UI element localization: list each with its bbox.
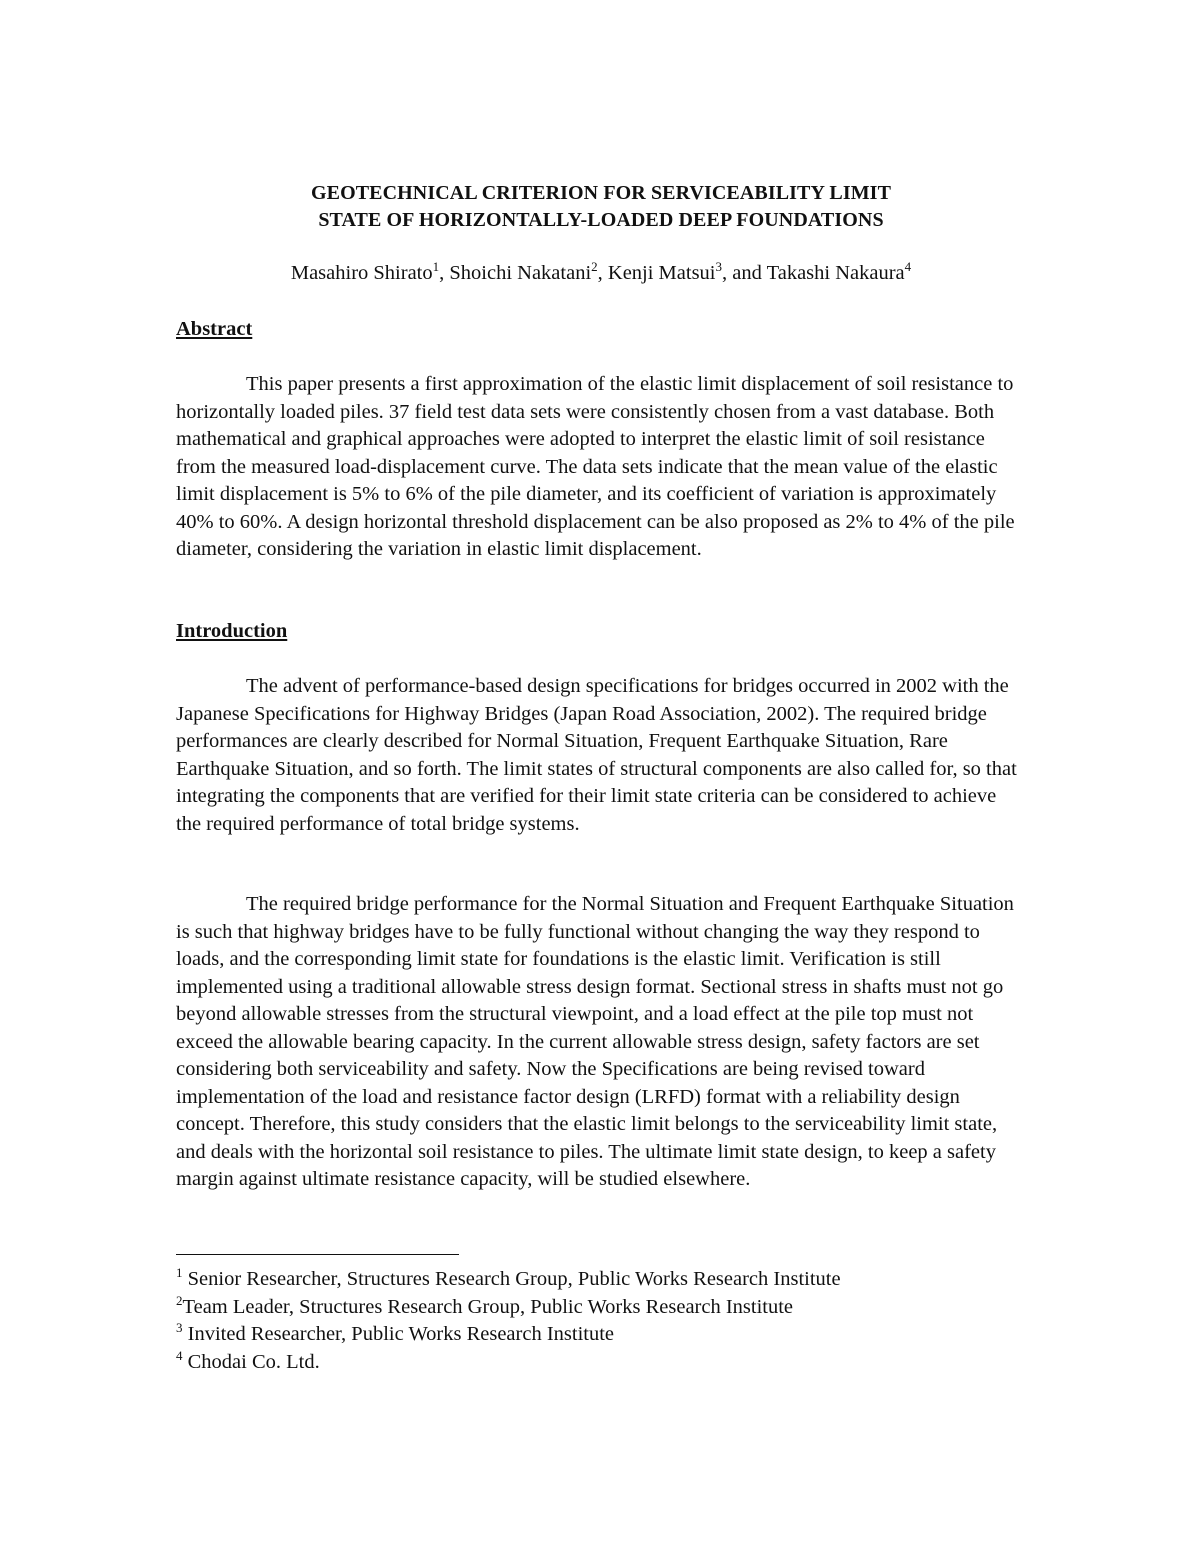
introduction-paragraph-2: [176, 891, 1026, 1194]
paper-title: [176, 180, 1026, 234]
footnote-item: [176, 1321, 1026, 1349]
abstract-text: This paper presents a first approximation of the elastic limit displacement of soil resistance to horizontally loaded piles. 37 field test data sets were consistently chosen from a vast database. Both mathematical and graphical approaches were adopted to interpret the elastic limit of soil resistance from the measured load-displacement curve. The data sets indicate that the mean value of the elastic limit displacement is 5% to 6% of the pile diameter, and its coefficient of variation is approximately 40% to 60%. A design horizontal threshold displacement can be also proposed as 2% to 4% of the pile diameter, considering the variation in elastic limit displacement.: [176, 373, 1015, 560]
author-affiliation-mark: 1: [432, 259, 440, 275]
author-separator: ,: [597, 262, 608, 284]
footnote-mark: 4: [176, 1347, 183, 1363]
introduction-heading: Introduction: [176, 620, 288, 642]
title-line-2: STATE OF HORIZONTALLY-LOADED DEEP FOUNDATIONS: [318, 209, 884, 231]
footnote-mark: 2: [176, 1292, 183, 1308]
footnote-text: Senior Researcher, Structures Research Group, Public Works Research Institute: [187, 1268, 841, 1290]
footnote-item: [176, 1266, 1026, 1294]
introduction-paragraph-1: [176, 673, 1026, 838]
author-affiliation-mark: 3: [715, 259, 723, 275]
footnote-text: Team Leader, Structures Research Group, Public Works Research Institute: [182, 1295, 794, 1318]
footnote-mark: 1: [176, 1265, 183, 1281]
footnote-mark: 3: [176, 1320, 183, 1336]
abstract-paragraph: [176, 371, 1026, 564]
author-name: Masahiro Shirato: [290, 262, 433, 284]
paragraph-text: The advent of performance-based design specifications for bridges occurred in 2002 with the Japanese Specifications for Highway Bridges (Japan Road Association, 2002). The required bridge performances are clearly described for Normal Situation, Frequent Earthquake Situation, Rare Earthquake Situation, and so forth. The limit states of structural components are also called for, so that integrating the components that are verified for their limit state criteria can be considered to achieve the required performance of total bridge systems.: [176, 675, 1017, 835]
author-separator: ,: [439, 262, 450, 284]
abstract-heading: Abstract: [176, 318, 253, 340]
footnote-text: Invited Researcher, Public Works Research Institute: [187, 1323, 615, 1345]
footnotes: [176, 1266, 1026, 1376]
author-separator: , and: [722, 262, 767, 284]
footnote-text: Chodai Co. Ltd.: [187, 1350, 320, 1373]
author-list: [176, 259, 1026, 287]
title-line-1: GEOTECHNICAL CRITERION FOR SERVICEABILITY LIMIT: [310, 182, 892, 204]
author-name: Kenji Matsui: [607, 262, 716, 284]
author-affiliation-mark: 2: [591, 259, 598, 275]
footnote-divider: [176, 1254, 459, 1255]
author-affiliation-mark: 4: [904, 259, 912, 275]
author-name: Shoichi Nakatani: [449, 262, 592, 284]
paragraph-text: The required bridge performance for the Normal Situation and Frequent Earthquake Situation is such that highway bridges have to be fully functional without changing the way they respond to loads, and the corresponding limit state for foundations is the elastic limit. Verification is still implemented using a traditional allowable stress design format. Sectional stress in shafts must not go beyond allowable stresses from the structural viewpoint, and a load effect at the pile top must not exceed the allowable bearing capacity. In the current allowable stress design, safety factors are set considering both serviceability and safety. Now the Specifications are being revised toward implementation of the load and resistance factor design (LRFD) format with a reliability design concept. Therefore, this study considers that the elastic limit belongs to the serviceability limit state, and deals with the horizontal soil resistance to piles. The ultimate limit state design, to keep a safety margin against ultimate resistance capacity, will be studied elsewhere.: [176, 893, 1014, 1190]
footnote-item: [176, 1294, 1026, 1322]
author-name: Takashi Nakaura: [766, 262, 905, 284]
footnote-item: [176, 1349, 1026, 1377]
